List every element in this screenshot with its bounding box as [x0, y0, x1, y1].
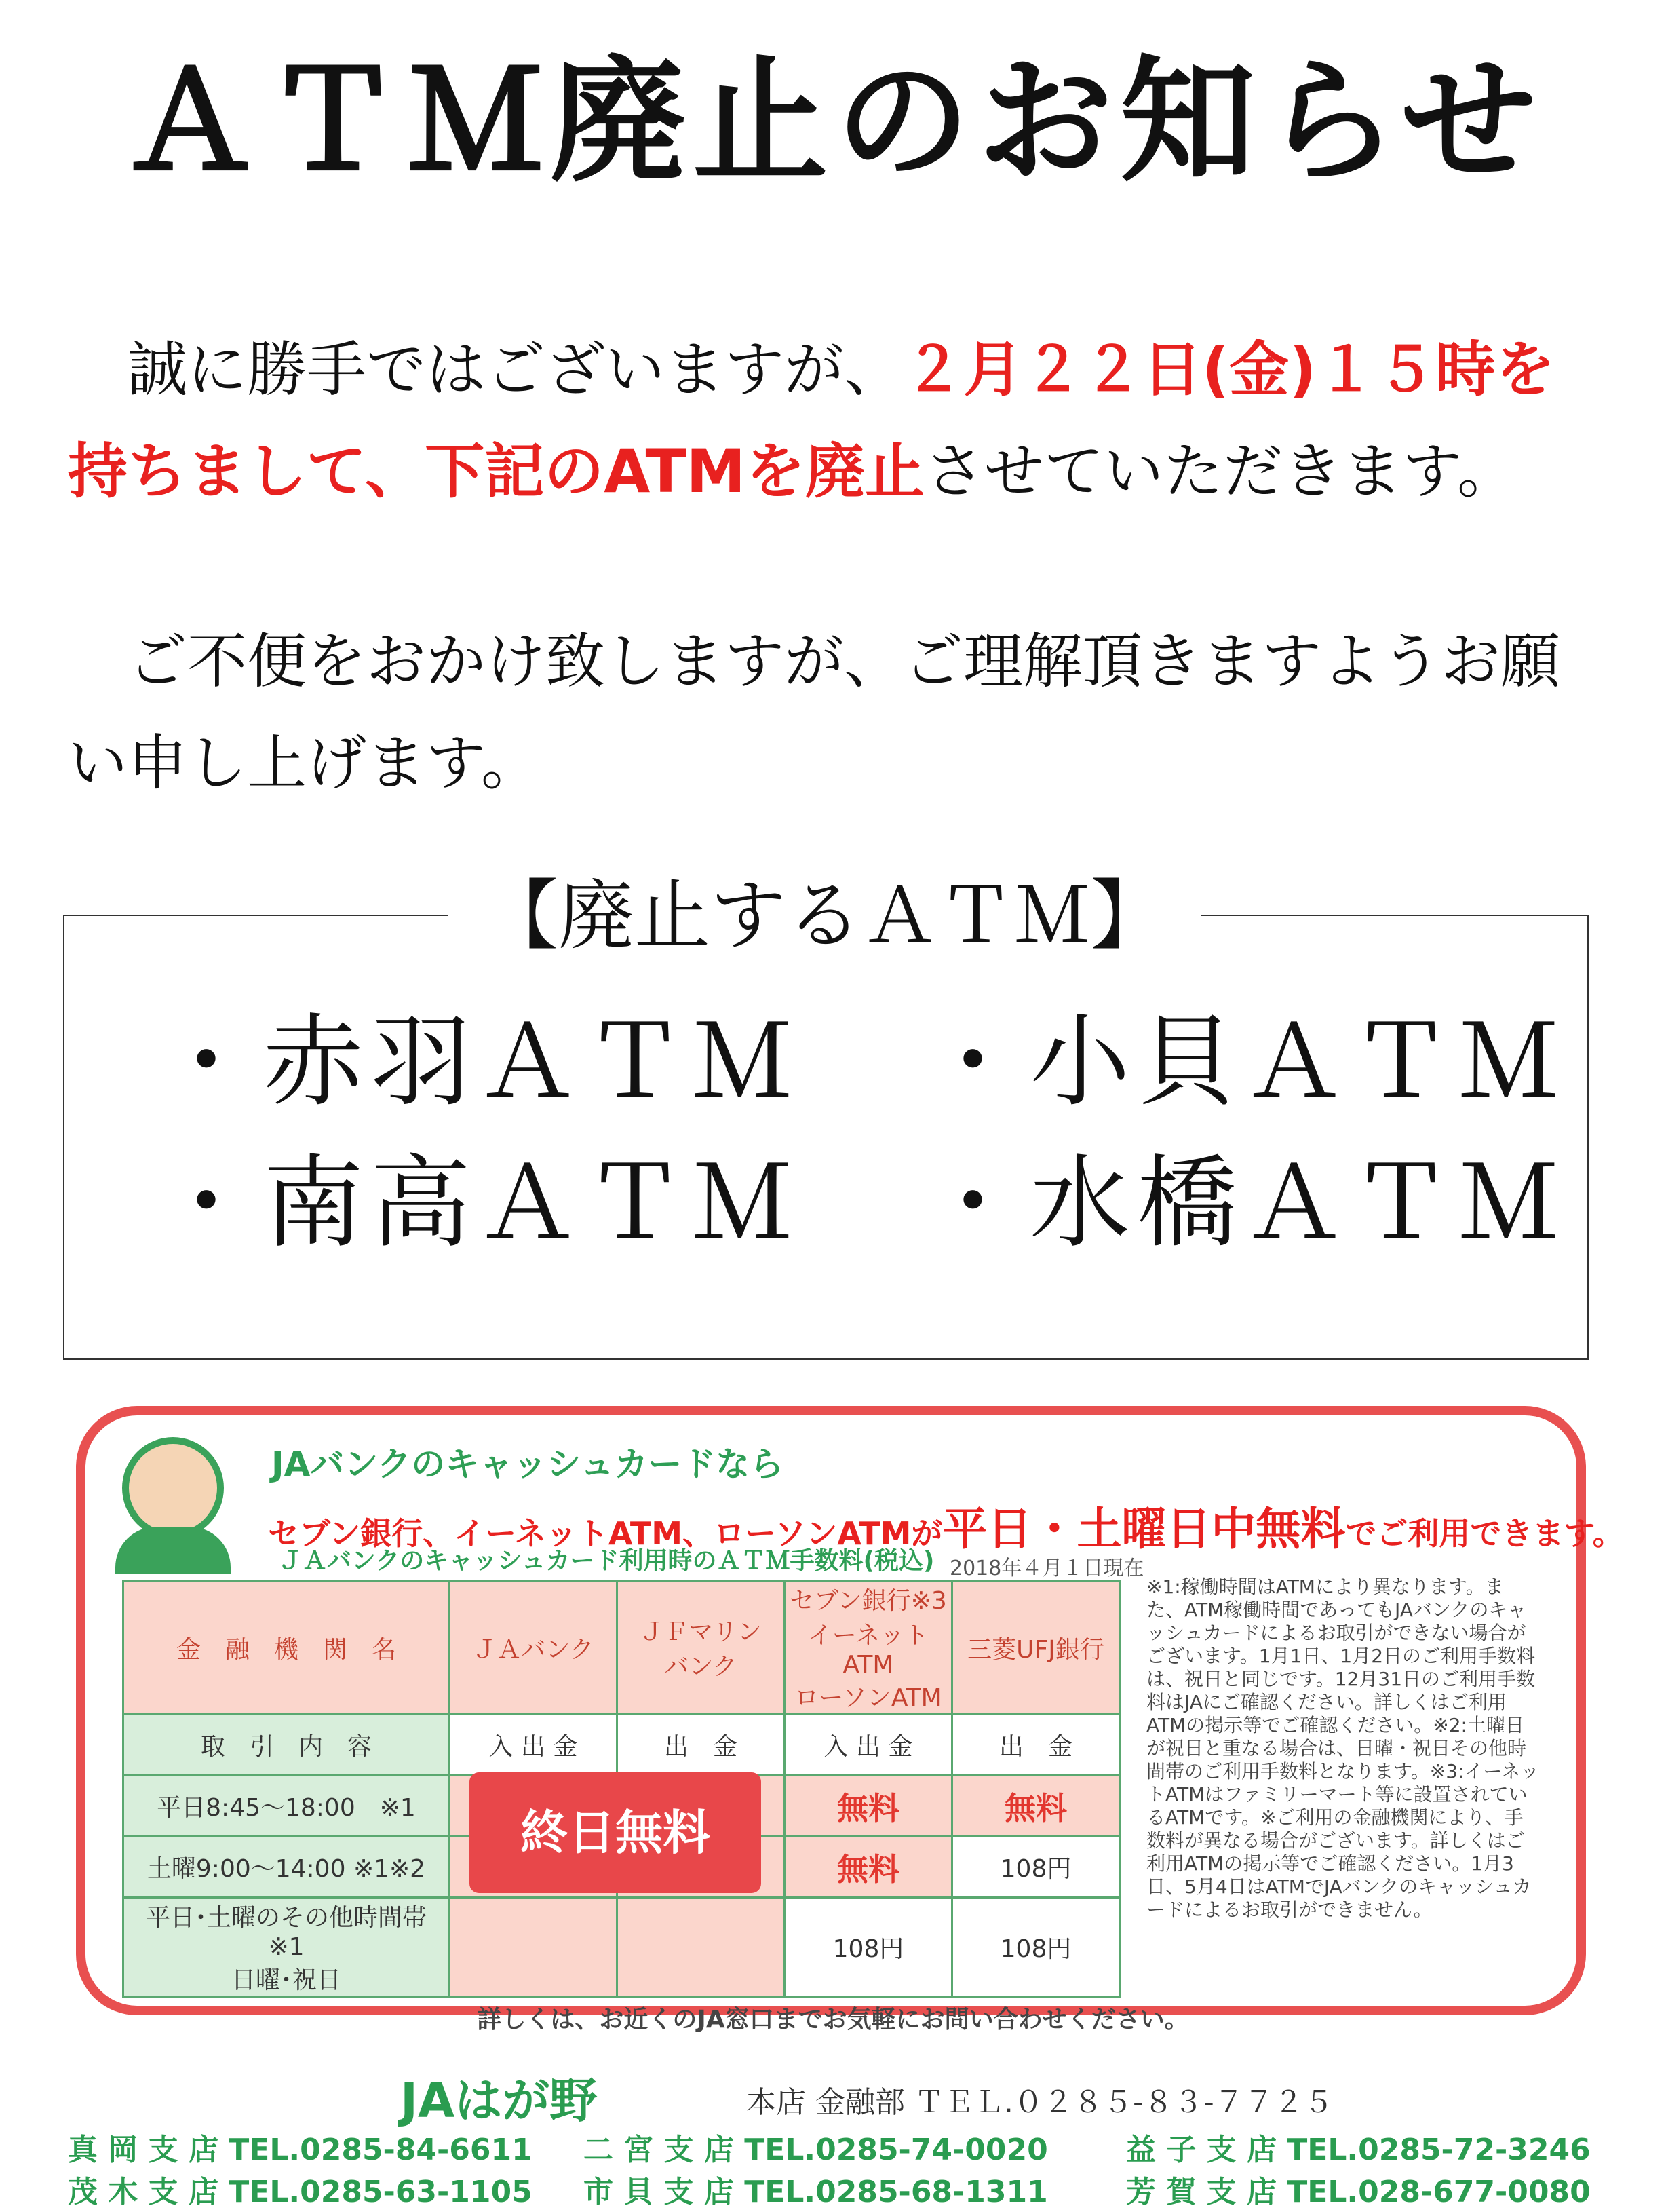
table-cell: 入 出 金: [785, 1715, 952, 1776]
headquarters-tel: 本店 金融部 ＴＥＬ.０２８５-８３-７７２５: [746, 2085, 1334, 2120]
fee-date: 2018年４月１日現在: [950, 1557, 1144, 1580]
table-row-label: 平日8:45〜18:00 ※1: [123, 1776, 450, 1837]
staff-avatar-body-icon: [115, 1527, 231, 1574]
ja-haga-logo: JAはが野: [400, 2073, 598, 2129]
ja-panel-headline: JAバンクのキャッシュカードなら: [271, 1445, 784, 1484]
atm-list-heading: 【廃止するＡＴＭ】: [448, 869, 1201, 964]
atm-item: ・南高ＡＴＭ: [156, 1145, 799, 1261]
branch-tel: 益 子 支 店 TEL.0285-72-3246: [1126, 2133, 1591, 2167]
table-header: ＪＡバンク: [450, 1581, 617, 1715]
branch-tel: 市 貝 支 店 TEL.0285-68-1311: [583, 2175, 1048, 2209]
table-cell: 出 金: [952, 1715, 1120, 1776]
notice-tail: させていただきます。: [925, 436, 1517, 506]
table-header: 金 融 機 関 名: [123, 1581, 450, 1715]
apology-paragraph: ご不便をおかけ致しますが、ご理解頂きますようお願い申し上げます。: [68, 626, 1561, 798]
table-cell: 無料: [785, 1776, 952, 1837]
table-header: セブン銀行※3 イーネットATM ローソンATM: [785, 1581, 952, 1715]
table-cell: 無料: [952, 1776, 1120, 1837]
table-cell: 108円: [952, 1837, 1120, 1898]
table-cell: 入 出 金: [450, 1715, 617, 1776]
ja-subline-a: セブン銀行、イーネットATM、ローソンATMが: [268, 1515, 943, 1552]
fee-table-title: ＪＡバンクのキャッシュカード利用時のＡＴＭ手数料(税込): [278, 1547, 935, 1575]
branch-tel: 芳 賀 支 店 TEL.028-677-0080: [1126, 2175, 1591, 2209]
page-title: ＡＴＭ廃止のお知らせ: [122, 43, 1543, 201]
notice-paragraph: [68, 319, 1601, 522]
branch-tel: 二 宮 支 店 TEL.0285-74-0020: [583, 2133, 1048, 2167]
table-header: ＪＦマリン バンク: [617, 1581, 785, 1715]
staff-avatar-icon: [122, 1437, 224, 1539]
table-header: 三菱UFJ銀行: [952, 1581, 1120, 1715]
table-row-label: 取 引 内 容: [123, 1715, 450, 1776]
table-cell: 無料: [785, 1837, 952, 1898]
atm-item: ・赤羽ＡＴＭ: [156, 1004, 799, 1120]
fee-notes: ※1:稼働時間はATMにより異なります。また、ATM稼働時間であってもJAバンクのキャッシュカードによるお取引ができない場合がございます。1月1日、1月2日のご利用手数料は、祝日と同じです。12月31日のご利用手数料はJAにご確認ください。詳しくはご利用ATMの掲示等でご確認ください。※2:土曜日が祝日と重なる場合は、日曜・祝日その他時間帯のご利用手数料となります。※3:イーネットATMはファミリーマート等に設置されているATMです。※ご利用の金融機関により、手数料が異なる場合がございます。詳しくはご利用ATMの掲示等でご確認ください。1月3日、5月4日はATMでJAバンクのキャッシュカードによるお取引ができません。: [1146, 1576, 1540, 1921]
table-row-label: 土曜9:00〜14:00 ※1※2: [123, 1837, 450, 1898]
notice-highlight: ２月２２日(金)１５時を持ちまして、下記のATMを廃止: [68, 335, 1555, 506]
ja-subline-c: でご利用できます。: [1345, 1515, 1624, 1552]
atm-item: ・小貝ＡＴＭ: [923, 1004, 1566, 1120]
atm-list-box: [63, 915, 1589, 1360]
all-day-free-badge: 終日無料: [469, 1772, 761, 1893]
table-cell: 108円: [952, 1898, 1120, 1997]
inquiry-text: 詳しくは、お近くのJA窓口までお気軽にお問い合わせください。: [477, 2006, 1189, 2034]
table-cell: 出 金: [617, 1715, 785, 1776]
ja-subline-b: 平日・土曜日中無料: [942, 1503, 1346, 1555]
table-cell: [450, 1898, 617, 1997]
table-cell: 108円: [785, 1898, 952, 1997]
branch-tel: 真 岡 支 店 TEL.0285-84-6611: [68, 2133, 532, 2167]
branch-tel: 茂 木 支 店 TEL.0285-63-1105: [68, 2175, 532, 2209]
notice-lead: 誠に勝手ではございますが、: [68, 335, 904, 404]
table-row-label: 平日･土曜のその他時間帯 ※1 日曜･祝日: [123, 1898, 450, 1997]
atm-item: ・水橋ＡＴＭ: [923, 1145, 1566, 1261]
table-cell: [617, 1898, 785, 1997]
